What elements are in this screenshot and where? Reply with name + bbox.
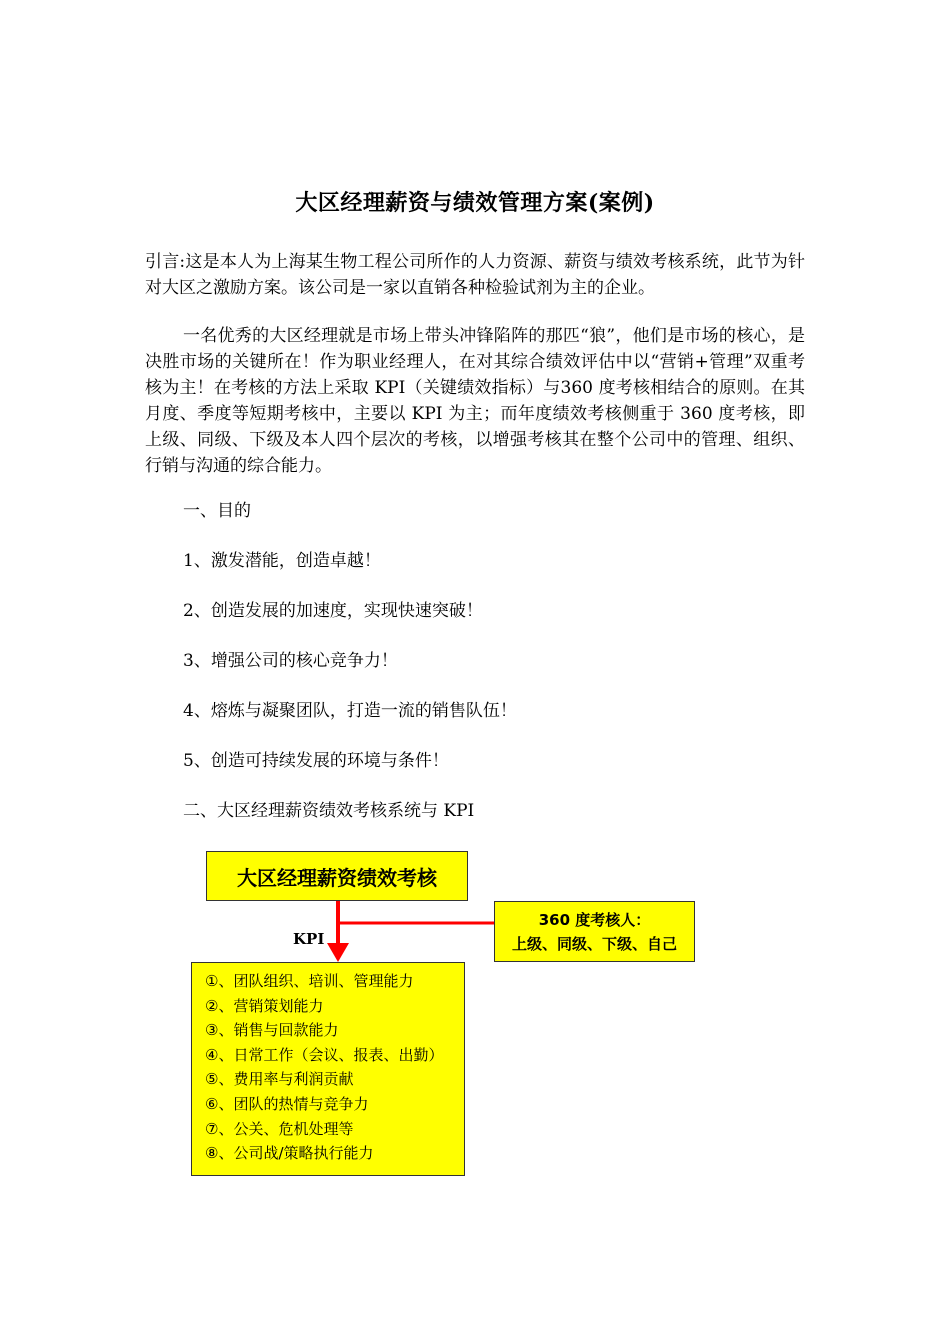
- kpi-list-box: [191, 962, 465, 1176]
- section-heading-purpose: 一、目的: [183, 501, 251, 521]
- evaluator-360-box: [494, 901, 695, 962]
- goal-item: 2、创造发展的加速度，实现快速突破！: [183, 601, 483, 621]
- intro-paragraph: 引言:这是本人为上海某生物工程公司所作的人力资源、薪资与绩效考核系统，此节为针对大区之激励方案。该公司是一家以直销各种检验试剂为主的企业。: [145, 252, 805, 298]
- document-title: 大区经理薪资与绩效管理方案(案例): [295, 190, 655, 216]
- kpi-label: KPI: [293, 930, 325, 948]
- evaluator-360-title: 360 度考核人：: [538, 910, 651, 929]
- kpi-item: ②、营销策划能力: [205, 996, 324, 1015]
- goal-item: 4、熔炼与凝聚团队，打造一流的销售队伍！: [183, 701, 517, 721]
- kpi-item: ⑤、费用率与利润贡献: [205, 1070, 354, 1089]
- salary-performance-box: 大区经理薪资绩效考核: [206, 851, 468, 901]
- kpi-item: ⑥、团队的热情与竞争力: [205, 1094, 369, 1113]
- kpi-item: ③、销售与回款能力: [205, 1021, 339, 1040]
- kpi-item: ①、团队组织、培训、管理能力: [205, 972, 414, 990]
- kpi-item: ⑧、公司战/策略执行能力: [205, 1144, 374, 1163]
- evaluator-360-roles: 上级、同级、下级、自己: [511, 934, 677, 953]
- kpi-arrowhead: [327, 943, 349, 962]
- kpi-item: ⑦、公关、危机处理等: [205, 1119, 354, 1138]
- section-heading-kpi-system: 二、大区经理薪资绩效考核系统与 KPI: [183, 801, 475, 821]
- goal-item: 5、创造可持续发展的环境与条件！: [183, 751, 449, 771]
- goal-item: 3、增强公司的核心竞争力！: [183, 651, 398, 671]
- body-paragraph: 一名优秀的大区经理就是市场上带头冲锋陷阵的那匹“狼”，他们是市场的核心，是决胜市场的关键所在！作为职业经理人，在对其综合绩效评估中以“营销+管理”双重考核为主！在考核的方法上采取 KPI（关键绩效指标）与360 度考核相结合的原则。在其月度、季度等短期考核中，主要以 KPI 为主；而年度绩效考核侧重于 360 度考核，即上级、同级、下级及本人四个层次的考核，以增强考核其在整个公司中的管理、组织、行销与沟通的综合能力。: [145, 326, 805, 476]
- kpi-item: ④、日常工作（会议、报表、出勤）: [205, 1045, 444, 1064]
- goal-item: 1、激发潜能，创造卓越！: [183, 551, 381, 571]
